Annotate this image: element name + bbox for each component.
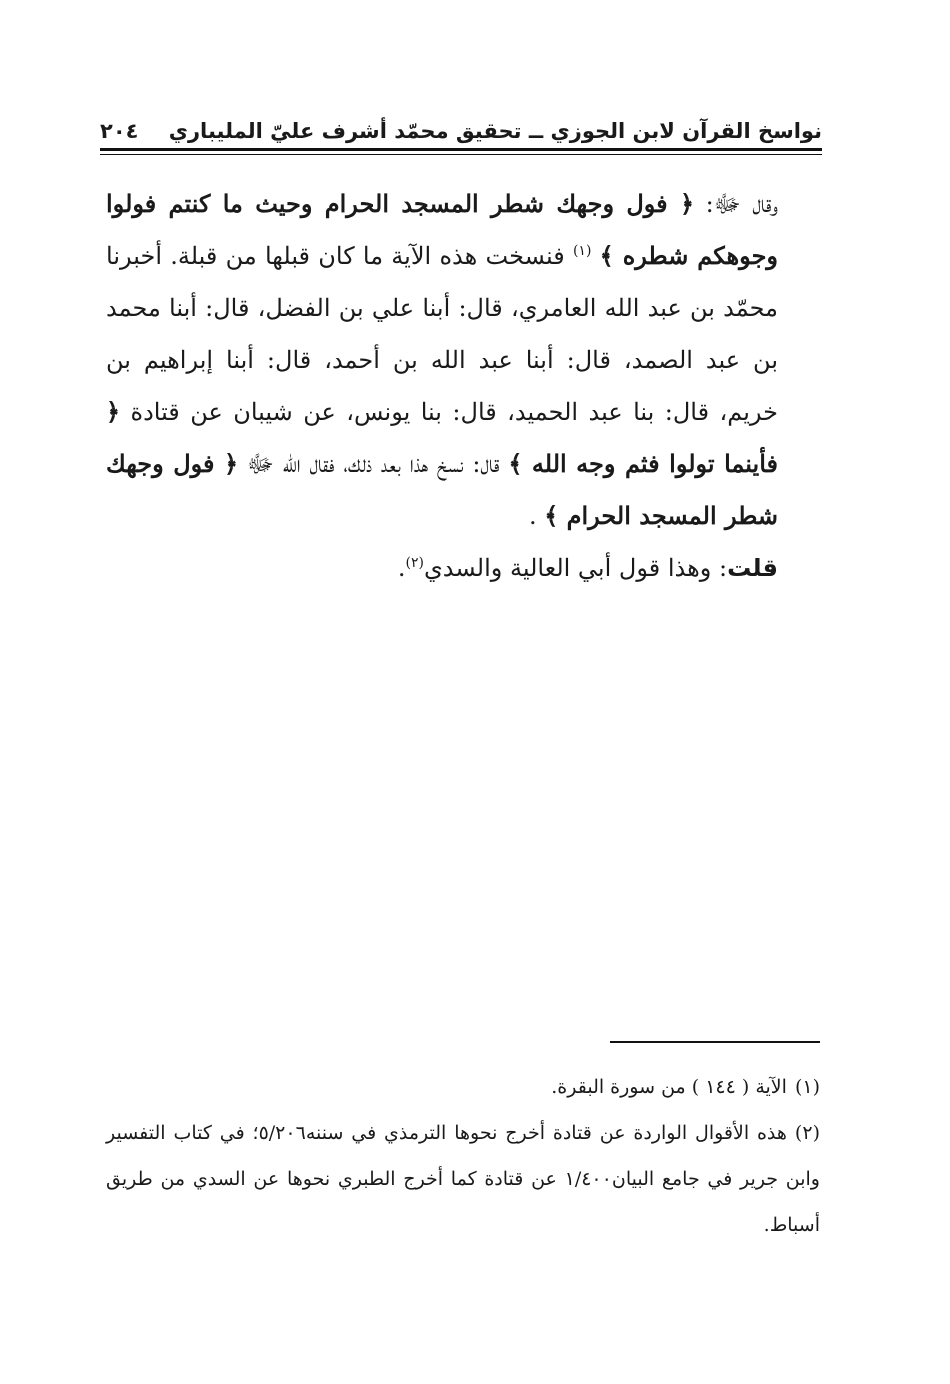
intro-text: وقال ﷻ: bbox=[694, 190, 778, 218]
narration-text: فنسخت هذه الآية ما كان قبلها من قبلة. أخبرنا محمّد بن عبد الله العامري، قال: أبنا علي بن الفضل، قال: أبنا محمد بن عبد الصمد، قال: أبنا عبد الله بن أحمد، قال: أبنا إبراهيم بن خريم، قال: بنا عبد الحميد، قال: بنا يونس، عن شيبان عن قتادة bbox=[106, 242, 778, 426]
footnote-1-number: (١) bbox=[794, 1076, 820, 1098]
header-title: نواسخ القرآن لابن الجوزي ــ تحقيق محمّد أشرف عليّ المليباري bbox=[168, 119, 822, 143]
paragraph-2 bbox=[106, 542, 820, 594]
header-rule-thin bbox=[100, 154, 822, 155]
paragraph-2-end: . bbox=[397, 554, 406, 582]
quran-verse-3: ﴿ فول وجهك شطر المسجد الحرام ﴾ bbox=[106, 449, 778, 530]
quran-verse-2: ﴿ فأينما تولوا فثم وجه الله ﴾ bbox=[106, 397, 779, 478]
qultu-text: : وهذا قول أبي العالية والسدي bbox=[424, 554, 728, 582]
footnote-2 bbox=[106, 1110, 820, 1248]
footnote-1 bbox=[106, 1064, 820, 1110]
paragraph-end: . bbox=[528, 502, 545, 530]
header-rule-thick bbox=[100, 148, 822, 151]
footnotes bbox=[106, 1064, 820, 1248]
footnote-1-text: الآية ( ١٤٤ ) من سورة البقرة. bbox=[551, 1076, 787, 1098]
footnote-ref-2: (٢) bbox=[405, 555, 425, 571]
paragraph-1 bbox=[106, 178, 820, 542]
qultu-label: قلت bbox=[727, 554, 778, 582]
main-text bbox=[106, 178, 820, 594]
footnote-2-text: هذه الأقوال الواردة عن قتادة أخرج نحوها الترمذي في سننه٥/٢٠٦؛ في كتاب التفسير وابن جرير في جامع البيان١/٤٠٠ عن قتادة كما أخرج الطبري نحوها عن السدي من طريق أسباط. bbox=[106, 1122, 820, 1236]
narration-text-2: قال: نسخ هذا بعد ذلك، فقال الله ﷻ bbox=[238, 450, 509, 478]
running-header bbox=[100, 112, 822, 146]
quran-verse-1: ﴿ فول وجهك شطر المسجد الحرام وحيث ما كنتم فولوا وجوهكم شطره ﴾ bbox=[106, 189, 778, 270]
footnote-ref-1: (١) bbox=[572, 243, 592, 259]
page-number: ٢٠٤ bbox=[100, 119, 139, 143]
footnote-separator bbox=[610, 1041, 820, 1043]
footnote-2-number: (٢) bbox=[794, 1122, 820, 1144]
